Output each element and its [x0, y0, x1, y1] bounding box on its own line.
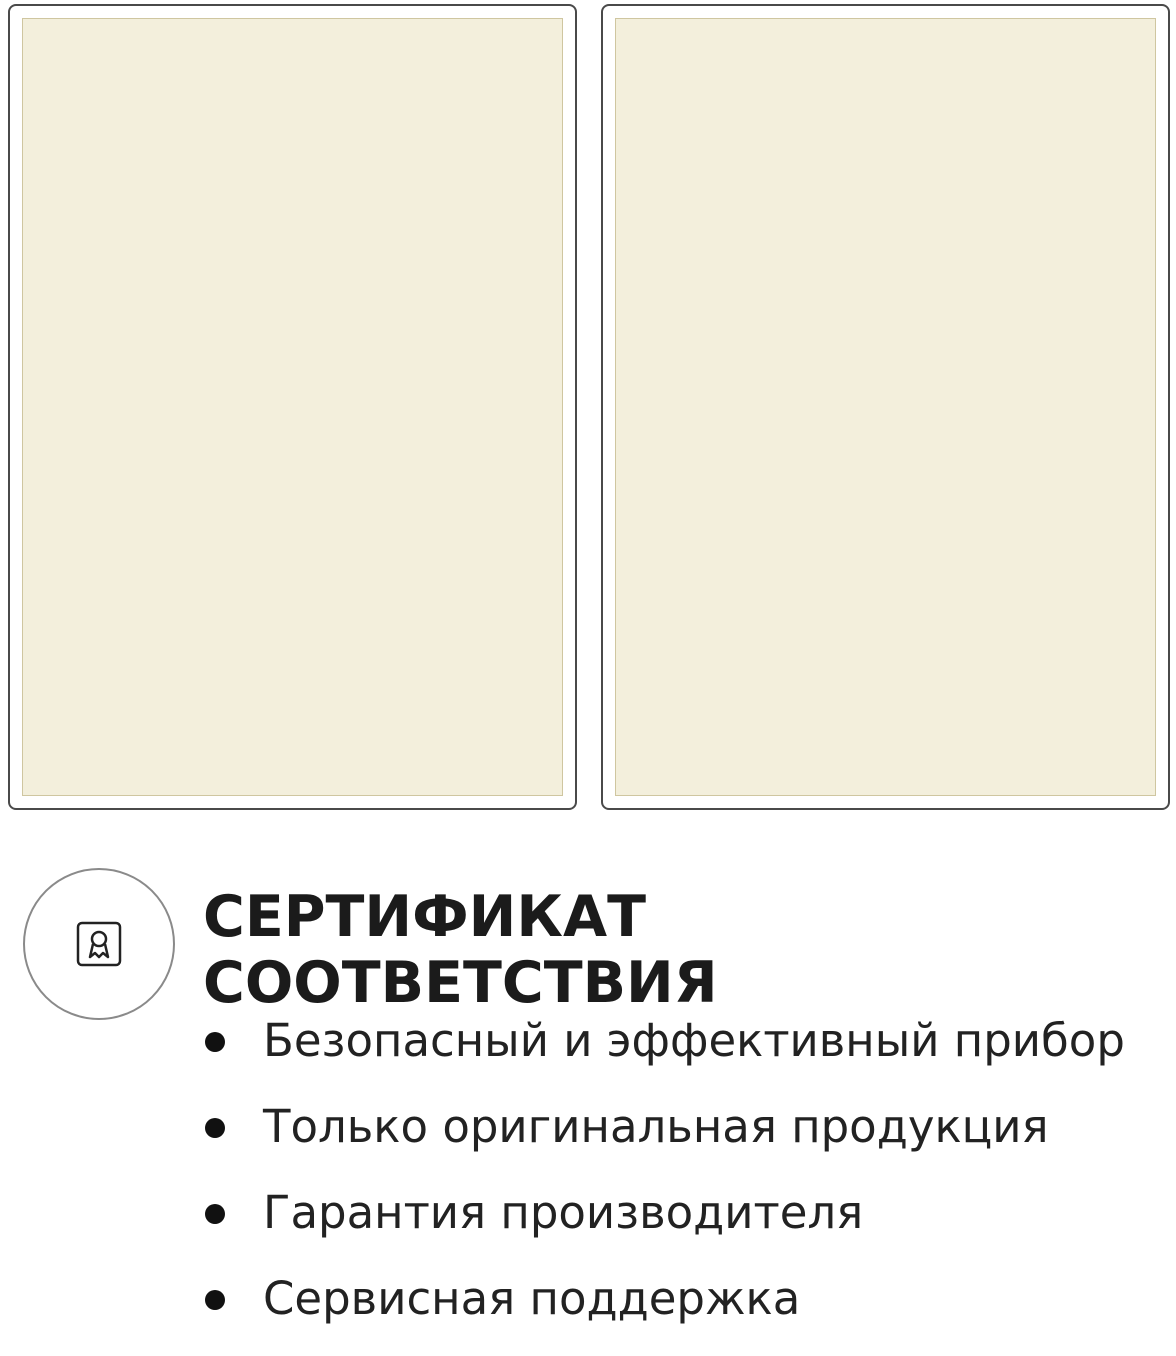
annex-page	[615, 18, 1156, 796]
certificate-page	[22, 18, 563, 796]
benefits-list	[205, 1012, 1125, 1356]
certificate-icon	[75, 920, 123, 968]
annex-card	[601, 4, 1170, 810]
benefit-text: Безопасный и эффективный прибор	[263, 1014, 1125, 1067]
list-item	[205, 1012, 1125, 1070]
certificate-icon-badge	[23, 868, 175, 1020]
certificate-card	[8, 4, 577, 810]
benefit-text: Только оригинальная продукция	[263, 1100, 1049, 1153]
list-item	[205, 1098, 1125, 1156]
list-item	[205, 1270, 1125, 1328]
benefit-text: Сервисная поддержка	[263, 1272, 801, 1325]
list-item	[205, 1184, 1125, 1242]
bullet-icon	[205, 1118, 225, 1138]
page-title: СЕРТИФИКАТ СООТВЕТСТВИЯ	[203, 884, 718, 1016]
bullet-icon	[205, 1290, 225, 1310]
benefit-text: Гарантия производителя	[263, 1186, 864, 1239]
bullet-icon	[205, 1032, 225, 1052]
bullet-icon	[205, 1204, 225, 1224]
